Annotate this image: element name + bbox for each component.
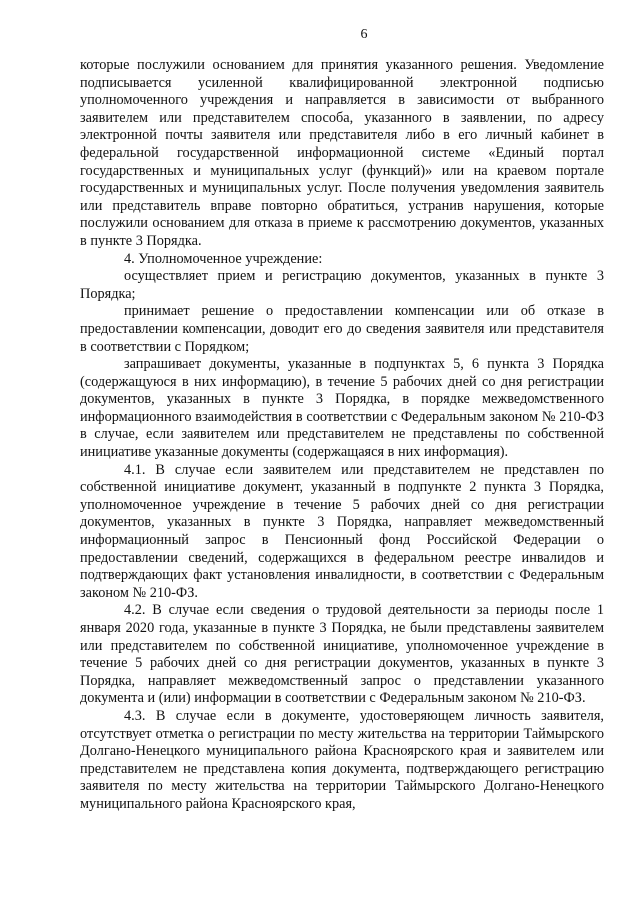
paragraph-4-heading: 4. Уполномоченное учреждение:: [124, 250, 323, 267]
paragraph-4-requests: запрашивает документы, указанные в подпунктах 5, 6 пункта 3 Порядка (содержащуюся в них информацию), в течение 5 рабочих дней со дня регистрации документов, указанных в пункте 3 Порядка, в порядке межведомственного информационного взаимодействия в соответствии с Федеральным законом № 210-ФЗ в случае, если заявителем или представителем не представлены по собственной инициативе указанные документы (содержащаяся в них информация).: [80, 356, 604, 461]
paragraph-4-2: 4.2. В случае если сведения о трудовой деятельности за периоды после 1 января 2020 года, указанные в пункте 3 Порядка, не были представлены заявителем или представителем по собственной инициативе, уполномоченное учреждение в течение 5 рабочих дней со дня регистрации документов, указанных в пункте 3 Порядка, направляет межведомственный запрос о представлении указанного документа и (или) информации в соответствии с Федеральным законом № 210-ФЗ.: [80, 602, 604, 707]
paragraph-4-1: 4.1. В случае если заявителем или представителем не представлен по собственной инициативе документ, указанный в подпункте 2 пункта 3 Порядка, уполномоченное учреждение в течение 5 рабочих дней со дня регистрации документов, указанных в пункте 3 Порядка, направляет межведомственный информационный запрос в Пенсионный фонд Российской Федерации о предоставлении сведений, содержащихся в федеральном реестре инвалидов и подтверждающих факт установления инвалидности, в соответствии с Федеральным законом № 210-ФЗ.: [80, 461, 604, 601]
paragraph-4-3: 4.3. В случае если в документе, удостоверяющем личность заявителя, отсутствует отметка о регистрации по месту жительства на территории Таймырского Долгано-Ненецкого муниципального района Красноярского края и заявителем или представителем не представлена копия документа, подтверждающего регистрацию заявителя по месту жительства на территории Таймырского Долгано-Ненецкого муниципального района Красноярского края,: [80, 707, 604, 812]
paragraph-rejection-notice: которые послужили основанием для принятия указанного решения. Уведомление подписывается усиленной квалифицированной электронной подписью уполномоченного учреждения и направляется в зависимости от выбранного заявителем или представителем способа, указанного в заявлении, по адресу электронной почты заявителя или представителя либо в его личный кабинет в федеральной государственной информационной системе «Единый портал государственных и муниципальных услуг (функций)» или на краевом портале государственных и муниципальных услуг. После получения уведомления заявитель или представитель вправе повторно обратиться, устранив нарушения, которые послужили основанием для отказа в приеме к рассмотрению документов, указанных в пункте 3 Порядка.: [80, 57, 604, 249]
paragraph-4-decides: принимает решение о предоставлении компенсации или об отказе в предоставлении компенсации, доводит его до сведения заявителя или представителя в соответствии с Порядком;: [80, 303, 604, 355]
paragraph-4-receives: осуществляет прием и регистрацию документов, указанных в пункте 3 Порядка;: [80, 268, 604, 302]
page-number: 6: [360, 27, 368, 42]
